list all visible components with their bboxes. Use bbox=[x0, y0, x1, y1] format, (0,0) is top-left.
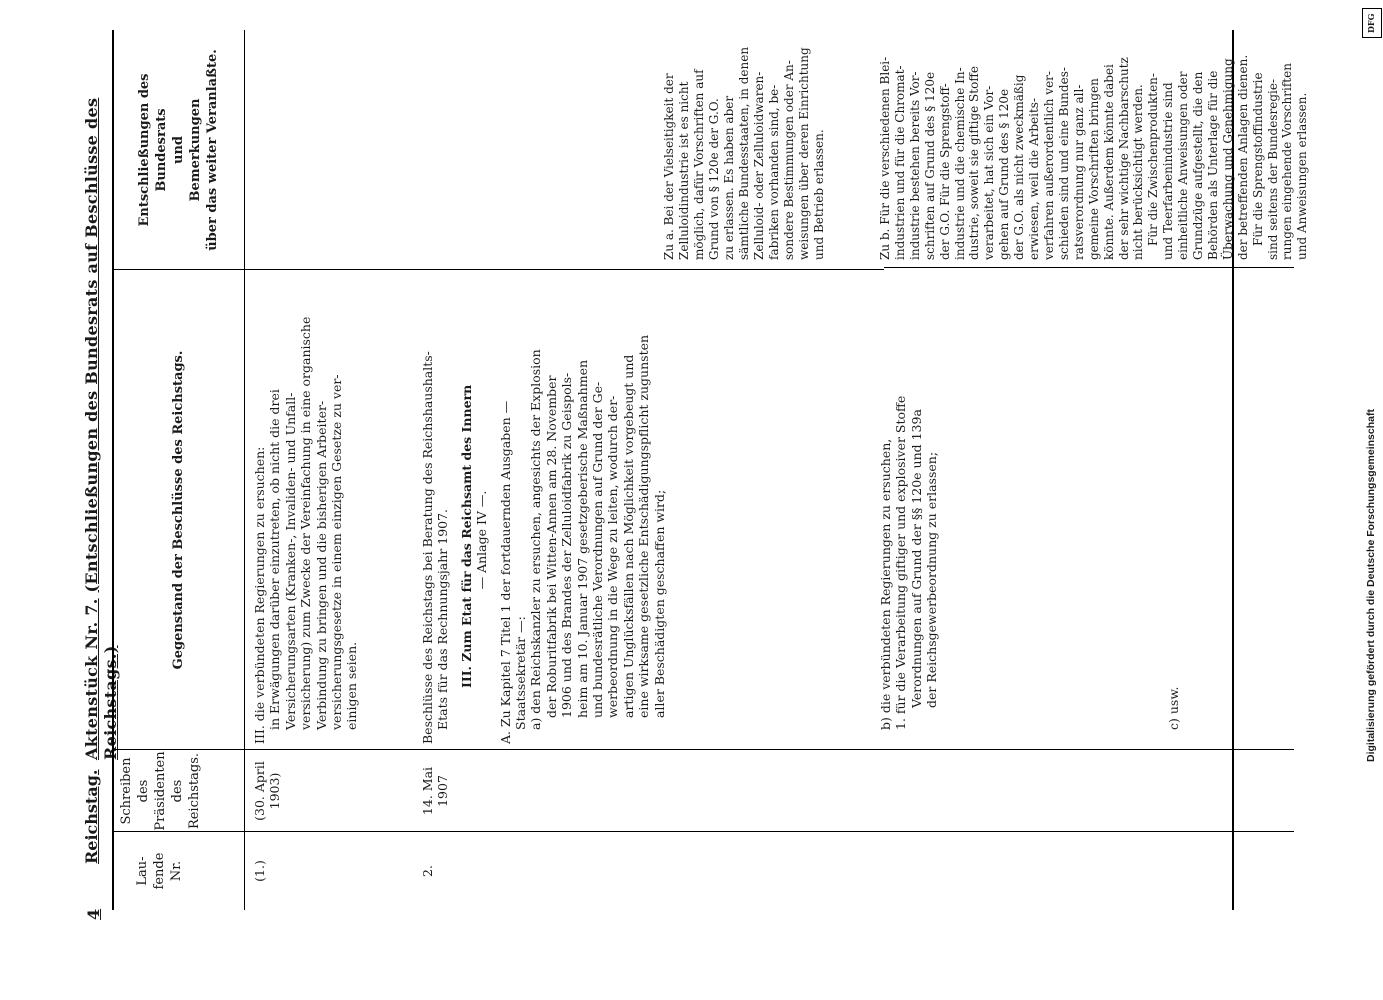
row-text-c: c) usw. bbox=[1166, 686, 1181, 730]
remark-line: erwiesen, weil die Arbeits- bbox=[1027, 97, 1042, 260]
col-header-entschliessungen bbox=[136, 30, 221, 270]
text-line: und bundesrätliche Verordnungen auf Grund der Ge- bbox=[590, 381, 606, 718]
text-line: eine wirksame gesetzliche Entschädigungspflicht zugunsten bbox=[636, 334, 652, 718]
row-number: (1.) bbox=[252, 860, 267, 882]
remark-line: verfahren außerordentlich ver- bbox=[1041, 71, 1056, 260]
column-divider bbox=[114, 831, 1294, 832]
col-header-line: Bemerkungen bbox=[188, 98, 203, 202]
remark-line: nicht berücksichtigt werden. bbox=[1131, 84, 1146, 260]
remark-line: Grund von § 120e der G.O. bbox=[707, 98, 721, 260]
row-date bbox=[252, 750, 283, 832]
col-header-line: Entschließungen des Bundesrats bbox=[137, 73, 169, 227]
remark-line: Für die Sprengstoffindustrie bbox=[1250, 72, 1265, 246]
remark-line: der G.O. Für die Sprengstoff- bbox=[937, 83, 952, 260]
remark-line: Zelluloid- oder Zelluloidwaren- bbox=[752, 71, 766, 260]
page-header bbox=[70, 30, 120, 930]
remark-line: ratsverordnung nur ganz all- bbox=[1071, 84, 1086, 260]
col-header-line: und bbox=[171, 136, 186, 164]
col-header-nr-line: Lau- bbox=[135, 856, 150, 886]
text-line: der Reichsgewerbeordnung zu erlassen; bbox=[924, 451, 940, 708]
remark-line: industrie und die chemische In- bbox=[952, 67, 967, 260]
col-header-line: Reichstags. bbox=[187, 752, 202, 830]
text-line: a) den Reichskanzler zu ersuchen, angesichts der Explosion bbox=[528, 349, 544, 730]
remark-line: gemeine Vorschriften bringen bbox=[1086, 78, 1101, 260]
text-line: in Erwägungen darüber einzutreten, ob nicht die drei bbox=[267, 389, 283, 730]
column-divider bbox=[114, 269, 884, 270]
date-line: (30. April bbox=[252, 761, 267, 821]
remark-line: zu erlassen. Es haben aber bbox=[722, 95, 736, 260]
digitization-credit: Digitalisierung gefördert durch die Deutsche Forschungsgemeinschaft bbox=[1365, 409, 1377, 762]
remark-line: schriften auf Grund des § 120e bbox=[922, 71, 937, 260]
remark-line: industrien und für die Chromat- bbox=[892, 65, 907, 260]
remark-line: sämtliche Bundesstaaten, in denen bbox=[737, 46, 751, 260]
remark-b bbox=[878, 32, 1310, 260]
date-line: 1903) bbox=[267, 772, 283, 810]
col-header-line: des bbox=[136, 779, 151, 803]
dfg-logo: DFG bbox=[1362, 8, 1382, 38]
col-header-nr bbox=[134, 832, 185, 910]
col-header-gegenstand: Gegenstand der Beschlüsse des Reichstags. bbox=[171, 350, 186, 670]
text-line: III. die verbündeten Regierungen zu ersuchen: bbox=[252, 446, 267, 744]
remark-line: könnte. Außerdem könnte dabei bbox=[1101, 64, 1116, 260]
text-line: Versicherungsarten (Kranken-, Invaliden- und Unfall- bbox=[282, 392, 298, 730]
remark-line: industrie bestehen bereits Vor- bbox=[907, 71, 922, 260]
text-line: Verbindung zu bringen und die bisherigen Arbeiter- bbox=[313, 400, 329, 730]
remark-line: und Betrieb erlassen. bbox=[812, 129, 826, 260]
text-line: aller Beschädigten geschaffen wird; bbox=[651, 489, 667, 718]
text-line: versicherungsgesetze in einem einzigen Gesetze zu ver- bbox=[329, 374, 345, 730]
remark-line: Für die Zwischenprodukten- bbox=[1146, 73, 1161, 246]
text-line: A. Zu Kapitel 7 Titel 1 der fortdauernden Ausgaben — bbox=[497, 400, 513, 744]
remark-line: rungen eingehende Vorschriften bbox=[1280, 63, 1295, 260]
remark-line: dustrie, soweit sie giftige Stoffe bbox=[967, 66, 982, 260]
resolutions-table bbox=[112, 30, 1310, 910]
header-reichstag: Reichstag. bbox=[82, 769, 101, 864]
page-number: 4 bbox=[84, 908, 103, 920]
remark-line: Zu b. Für die verschiedenen Blei- bbox=[878, 56, 892, 260]
text-line: heim am 10. Januar 1907 gesetzgeberische Maßnahmen bbox=[574, 359, 590, 718]
row-text bbox=[252, 276, 360, 744]
text-line: artigen Unglücksfällen nach Möglichkeit vorgebeugt und bbox=[620, 354, 636, 718]
remark-line: verarbeitet, hat sich ein Vor- bbox=[982, 85, 997, 260]
section-heading-text: III. Zum Etat für das Reichsamt des Innern bbox=[458, 384, 474, 688]
remark-line: Zelluloidindustrie ist es nicht bbox=[677, 81, 691, 260]
text-line: einigen seien. bbox=[344, 641, 360, 730]
date-line: 14. Mai bbox=[420, 766, 435, 816]
text-line: versicherung) zum Zwecke der Vereinfachung in eine organische bbox=[298, 316, 314, 730]
column-divider bbox=[114, 749, 1294, 750]
col-header-nr-line: Nr. bbox=[169, 860, 184, 882]
remark-line: und Anweisungen erlassen. bbox=[1295, 92, 1310, 260]
remark-line: schieden sind und eine Bundes- bbox=[1056, 67, 1071, 260]
text-line: Beschlüsse des Reichstags bei Beratung des Reichshaushalts- bbox=[420, 351, 435, 744]
text-line: Staatssekretär —: bbox=[513, 616, 529, 730]
remark-line: sondere Bestimmungen oder An- bbox=[782, 60, 796, 260]
text-line: 1. für die Verarbeitung giftiger und explosiver Stoffe bbox=[893, 395, 909, 730]
col-header-nr-line: fende bbox=[152, 852, 167, 890]
text-line: Verordnungen auf Grund der §§ 120e und 139a bbox=[908, 409, 924, 708]
row-date bbox=[420, 750, 451, 832]
col-header-line: des bbox=[170, 779, 185, 803]
text-line: Etats für das Rechnungsjahr 1907. bbox=[435, 508, 451, 730]
remark-line: fabriken vorhanden sind, be- bbox=[767, 84, 781, 260]
col-header-line: über das weiter Veranlaßte. bbox=[205, 49, 220, 251]
remark-line: Zu a. Bei der Vielseitigkeit der bbox=[662, 73, 676, 260]
remark-line: sind seitens der Bundesregie- bbox=[1265, 78, 1280, 260]
row-text bbox=[420, 276, 667, 744]
remark-line: Überwachung und Genehmigung bbox=[1220, 58, 1235, 260]
remark-line: der sehr wichtige Nachbarschutz bbox=[1116, 57, 1131, 260]
row-text-b bbox=[878, 276, 940, 744]
remark-line: Behörden als Unterlage für die bbox=[1205, 70, 1220, 260]
remark-line: Grundzüge aufgestellt, die den bbox=[1191, 71, 1206, 260]
remark-line: und Teerfarbenindustrie sind bbox=[1161, 82, 1176, 260]
section-heading bbox=[459, 276, 474, 744]
remark-line: möglich, dafür Vorschriften auf bbox=[692, 69, 706, 260]
col-header-line: Schreiben bbox=[119, 757, 134, 825]
remark-line: der betreffenden Anlagen dienen. bbox=[1235, 54, 1250, 260]
remark-line: gehen auf Grund des § 120e bbox=[997, 88, 1012, 260]
text-line: der Roburitfabrik bei Witten-Annen am 28. November bbox=[543, 375, 559, 718]
col-header-schreiben bbox=[118, 750, 203, 832]
remark-a bbox=[662, 32, 827, 260]
header-rule bbox=[244, 30, 245, 910]
row-number: 2. bbox=[420, 865, 435, 877]
remark-line: weisungen über deren Einrichtung bbox=[797, 47, 811, 260]
text-line: b) die verbündeten Regierungen zu ersuchen, bbox=[878, 438, 893, 730]
date-line: 1907 bbox=[435, 775, 451, 807]
anlage-line: — Anlage IV —. bbox=[474, 490, 490, 590]
text-line: werbeordnung in die Wege zu leiten, wodurch der- bbox=[605, 395, 621, 718]
remark-line: der G.O. als nicht zweckmäßig bbox=[1012, 74, 1027, 260]
text-line: 1906 und des Brandes der Zelluloidfabrik zu Geispols- bbox=[559, 372, 575, 718]
remark-line: einheitliche Anweisungen oder bbox=[1176, 71, 1191, 260]
col-header-line: Präsidenten bbox=[153, 751, 168, 831]
header-aktenstueck: Aktenstück Nr. 7. bbox=[82, 598, 101, 760]
header-subtitle: (Entschließungen des Bundesrats auf Beschlüsse des Reichstags.) bbox=[82, 97, 120, 760]
